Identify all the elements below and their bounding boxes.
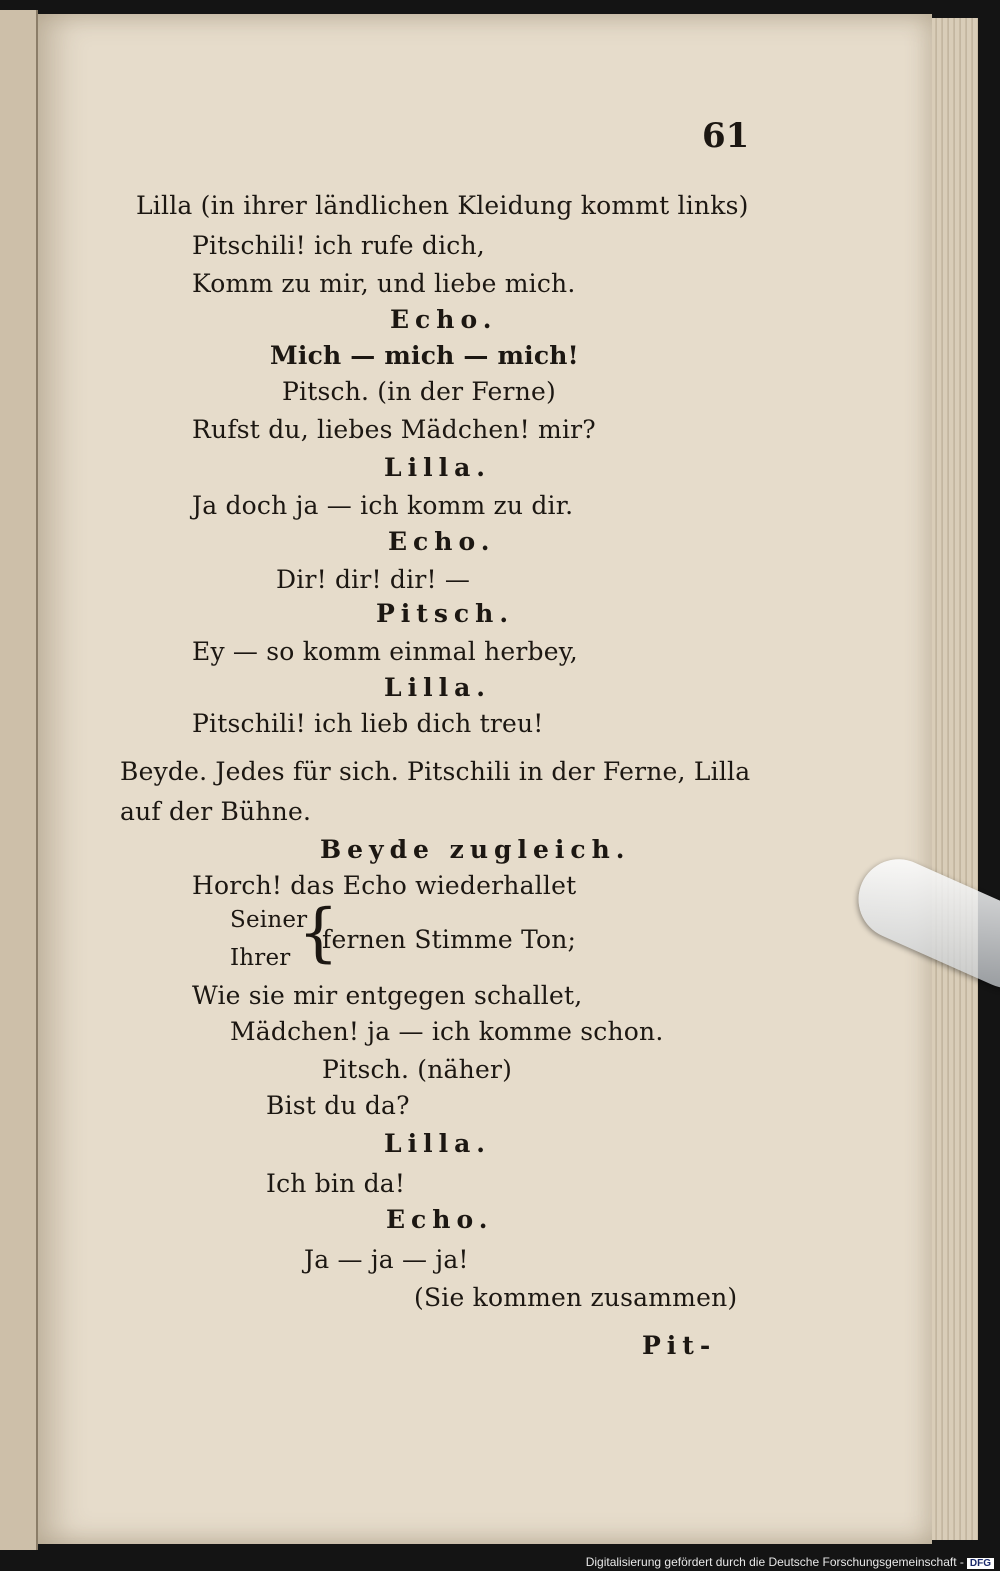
page-number: 61 [702,116,750,156]
stage-direction-lilla-enters: Lilla (in ihrer ländlichen Kleidung kommt links) [136,191,749,220]
verse-line: Horch! das Echo wiederhallet [192,871,577,900]
verse-line: Wie sie mir entgegen schallet, [192,981,583,1010]
verse-line: Mich — mich — mich! [270,341,579,370]
verse-line: Mädchen! ja — ich komme schon. [230,1017,664,1046]
speaker-beyde: Beyde zugleich. [320,835,631,864]
verse-line: Pitschili! ich lieb dich treu! [192,709,544,738]
variant-seiner: Seiner [230,907,308,933]
speaker-pitsch: Pitsch. (näher) [322,1055,513,1084]
speaker-lilla: Lilla. [384,453,491,482]
footer-text: Digitalisierung gefördert durch die Deutsche Forschungsgemeinschaft - [585,1555,964,1569]
speaker-echo: Echo. [386,1205,494,1234]
speaker-echo: Echo. [388,527,496,556]
verse-line: Ey — so komm einmal herbey, [192,637,578,666]
verse-line: Bist du da? [266,1091,410,1120]
stage-direction: auf der Bühne. [120,797,312,826]
speaker-lilla: Lilla. [384,1129,491,1158]
speaker-echo: Echo. [390,305,498,334]
stage-direction: Beyde. Jedes für sich. Pitschili in der Ferne, Lilla [120,757,751,786]
stage-direction: (Sie kommen zusammen) [414,1283,738,1312]
digitization-footer [586,1555,994,1569]
verse-line: Rufst du, liebes Mädchen! mir? [192,415,596,444]
verse-line: Ja — ja — ja! [304,1245,469,1274]
curly-brace: { [298,896,339,970]
catchword: Pit- [642,1331,717,1360]
verse-line: Komm zu mir, und liebe mich. [192,269,576,298]
verse-line: fernen Stimme Ton; [322,925,577,954]
speaker-lilla: Lilla. [384,673,491,702]
page-edges [932,18,978,1540]
previous-page-edge [0,10,38,1550]
speaker-pitsch: Pitsch. (in der Ferne) [282,377,556,406]
verse-line: Ich bin da! [266,1169,406,1198]
verse-line: Ja doch ja — ich komm zu dir. [192,491,574,520]
verse-line: Pitschili! ich rufe dich, [192,231,485,260]
verse-line: Dir! dir! dir! — [276,565,471,594]
dfg-logo: DFG [967,1558,994,1569]
speaker-pitsch: Pitsch. [376,599,515,628]
variant-ihrer: Ihrer [230,945,291,971]
